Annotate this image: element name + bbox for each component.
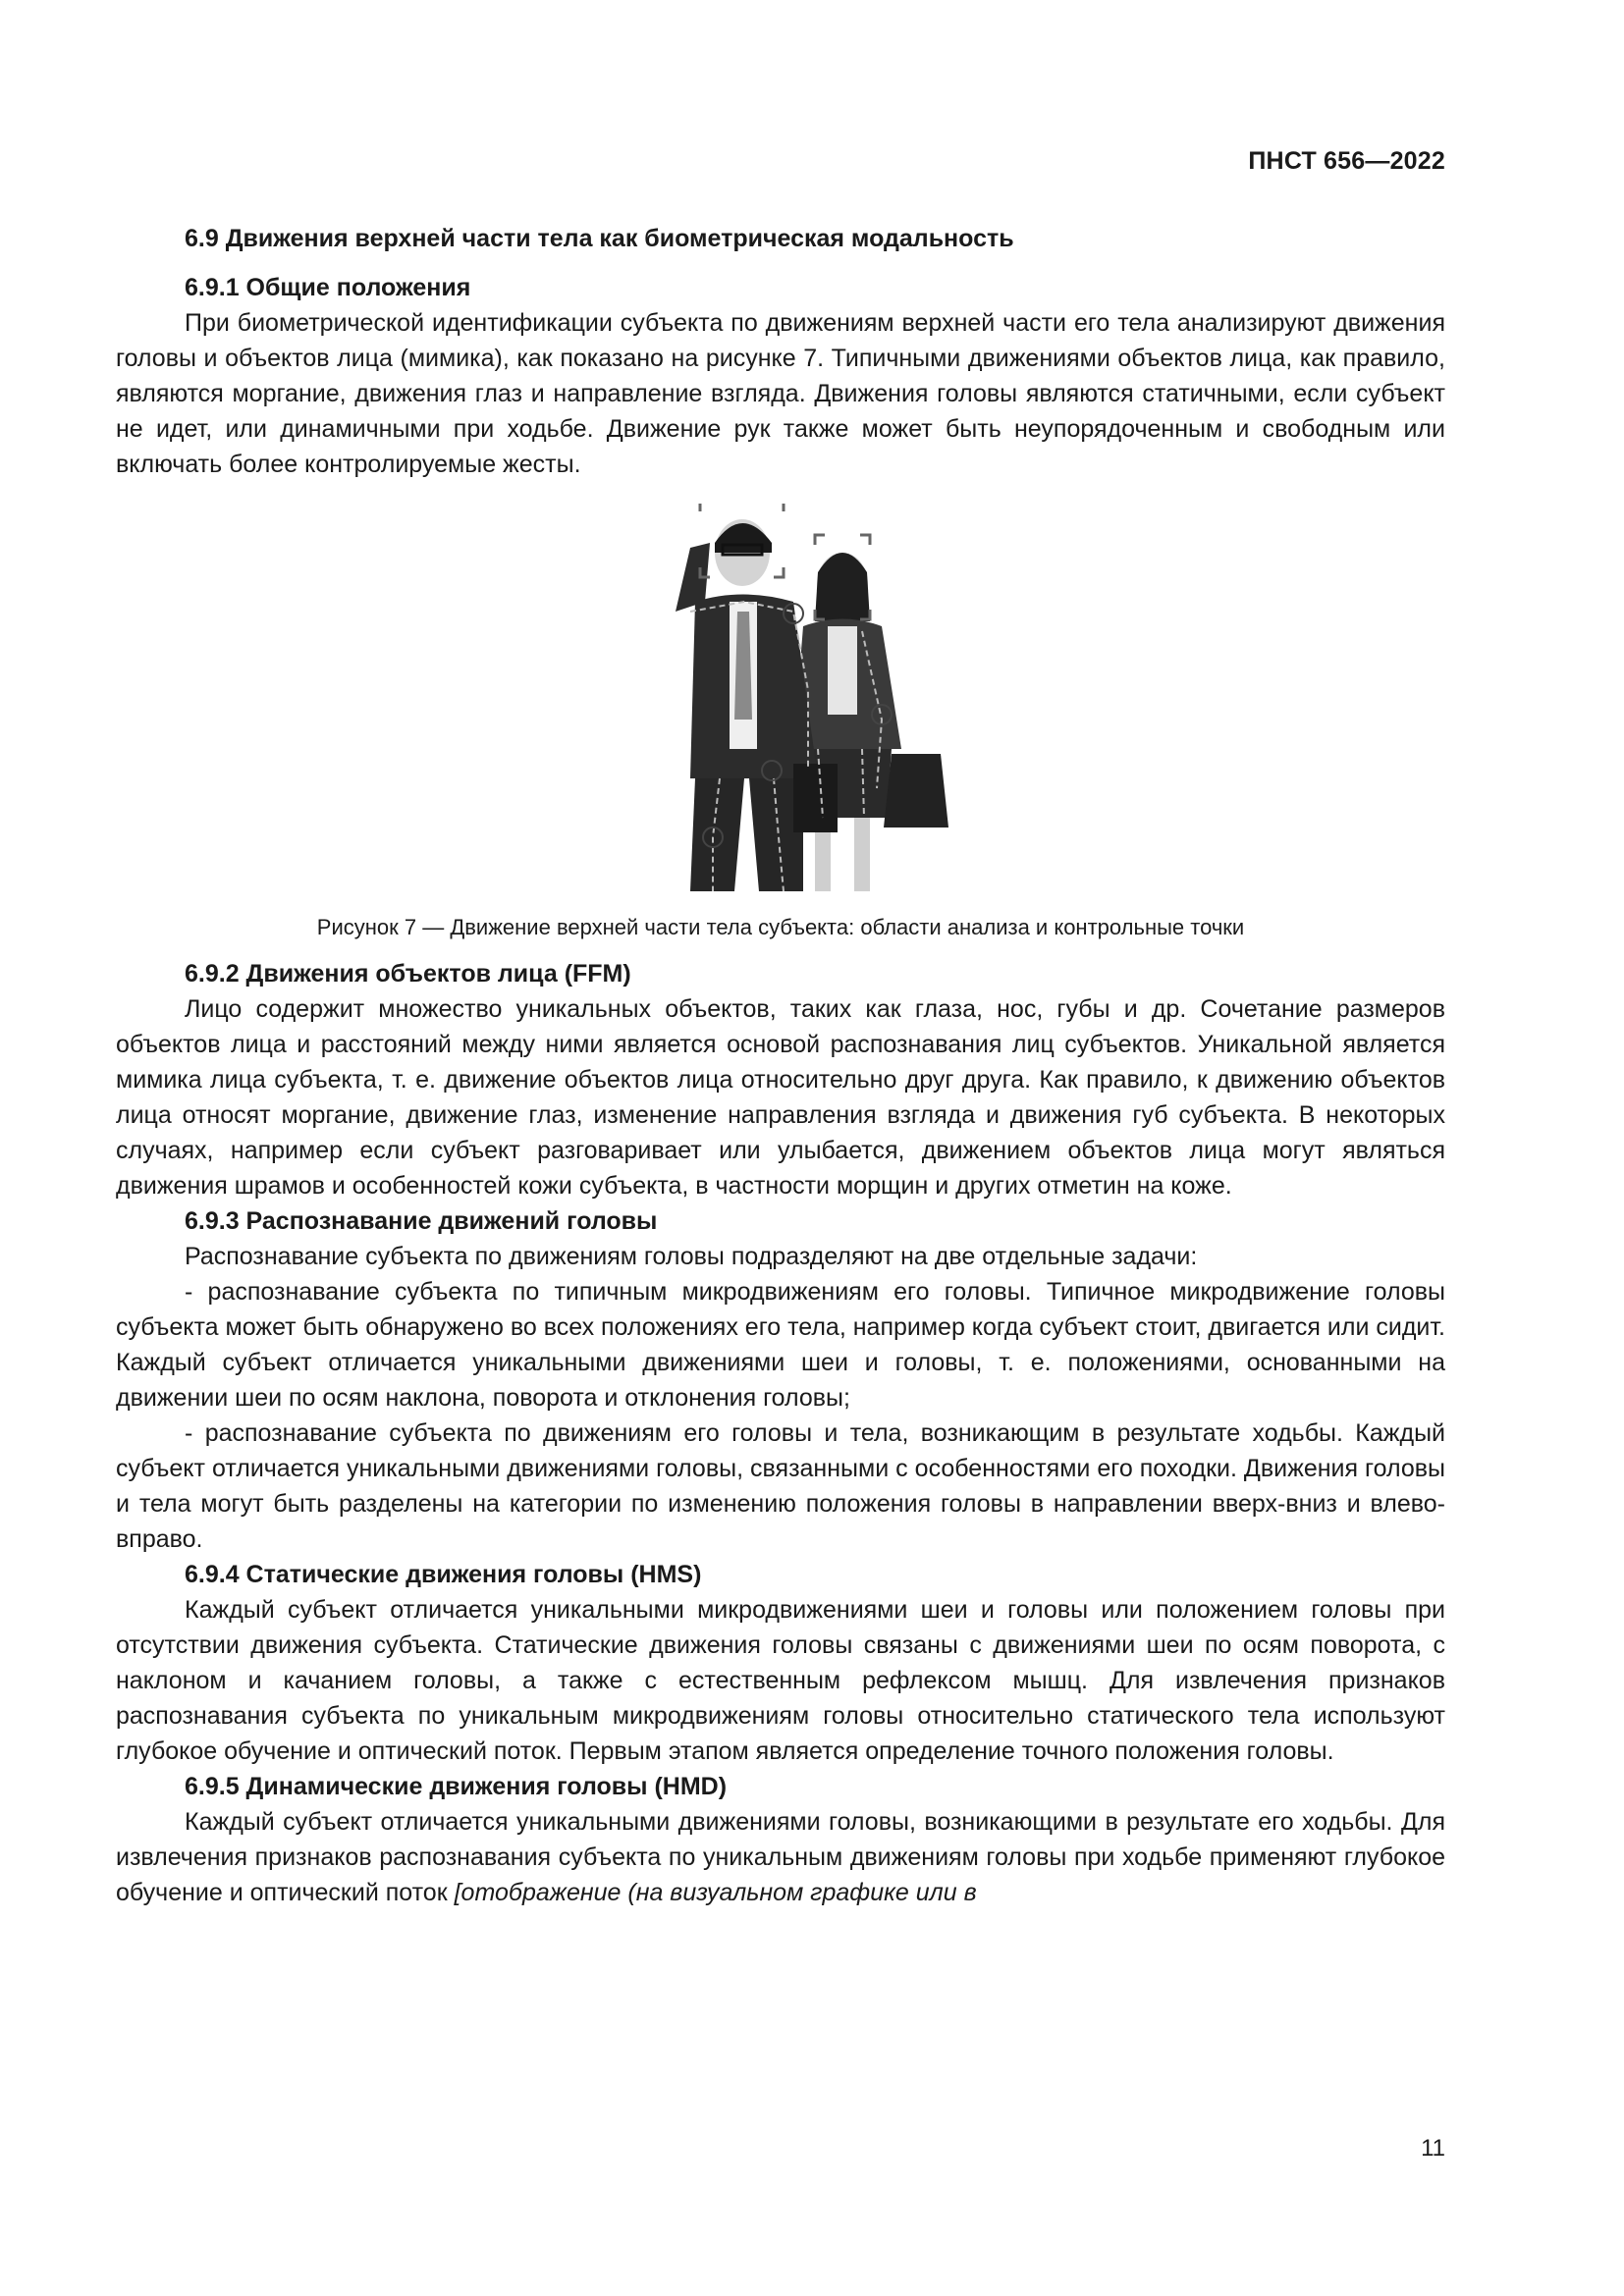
document-code: ПНСТ 656—2022 xyxy=(1248,147,1445,175)
page-number: 11 xyxy=(1421,2135,1445,2162)
page-content xyxy=(116,221,1445,1910)
section-6-9-3-paragraph-2: - распознавание субъекта по типичным микродвижениям его головы. Типичное микродвижение головы субъекта может быть обнаружено во всех положениях его тела, например когда субъект стоит, двигается или сидит. Каждый субъект отличается уникальными движениями шеи и головы, т. е. положениями, основанными на движении шеи по осям наклона, поворота и отклонения головы; xyxy=(116,1278,1446,1412)
section-6-9-4-title: 6.9.4 Статические движения головы (HMS) xyxy=(185,1561,702,1588)
section-6-9-1-paragraph: При биометрической идентификации субъекта по движениям верхней части его тела анализируют движения головы и объектов лица (мимика), как показано на рисунке 7. Типичными движениями объектов лица, как правило, являются моргание, движения глаз и направление взгляда. Движения головы являются статичными, если субъект не идет, или динамичными при ходьбе. Движение рук также может быть неупорядоченным и свободным или включать более контролируемые жесты. xyxy=(116,309,1445,478)
section-6-9-3-paragraph-3: - распознавание субъекта по движениям его головы и тела, возникающим в результате ходьбы. Каждый субъект отличается уникальными движениями головы, связанными с особенностями его походки. Движения головы и тела могут быть разделены на категории по изменению положения головы в направлении вверх-вниз и влево-вправо. xyxy=(116,1419,1445,1553)
section-6-9-5-italic-text: [отображение (на визуальном графике или в xyxy=(454,1879,977,1906)
figure-7-image xyxy=(116,504,1445,891)
section-6-9-5-text: Каждый субъект отличается уникальными движениями головы, возникающими в результате его ходьбы. Для извлечения признаков распознавания субъекта по уникальным движениям головы при ходьбе применяют глубокое обучение и оптический поток xyxy=(116,1808,1445,1906)
figure-7-caption: Рисунок 7 — Движение верхней части тела субъекта: области анализа и контрольные точки xyxy=(316,915,1245,939)
section-6-9-3-paragraph-1: Распознавание субъекта по движениям головы подразделяют на две отдельные задачи: xyxy=(185,1243,1198,1270)
section-6-9-3-title: 6.9.3 Распознавание движений головы xyxy=(185,1207,658,1235)
section-6-9-title: 6.9 Движения верхней части тела как биометрическая модальность xyxy=(185,225,1014,252)
figure-7-illustration xyxy=(116,504,1445,891)
section-6-9-4-paragraph: Каждый субъект отличается уникальными микродвижениями шеи и головы или положением головы при отсутствии движения субъекта. Статические движения головы связаны с движениями шеи по осям поворота, с наклоном и качанием головы, а также с естественным рефлексом мышц. Для извлечения признаков распознавания субъекта по уникальным микродвижениям головы относительно статического тела используют глубокое обучение и оптический поток. Первым этапом является определение точного положения головы. xyxy=(116,1596,1445,1765)
section-6-9-1-title: 6.9.1 Общие положения xyxy=(185,274,471,301)
section-6-9-2-paragraph: Лицо содержит множество уникальных объектов, таких как глаза, нос, губы и др. Сочетание размеров объектов лица и расстояний между ними является основой распознавания лиц субъектов. Уникальной является мимика лица субъекта, т. е. движение объектов лица относительно друг друга. Как правило, к движению объектов лица относят моргание, движение глаз, изменение направления взгляда и движения губ субъекта. В некоторых случаях, например если субъект разговаривает или улыбается, движением объектов лица могут являться движения шрамов и особенностей кожи субъекта, в частности морщин и других отметин на коже. xyxy=(116,995,1445,1200)
section-6-9-5-paragraph xyxy=(116,1804,1445,1910)
section-6-9-2-title: 6.9.2 Движения объектов лица (FFM) xyxy=(185,960,631,988)
woman-figure xyxy=(793,553,948,891)
section-6-9-5-title: 6.9.5 Динамические движения головы (HMD) xyxy=(185,1773,728,1800)
